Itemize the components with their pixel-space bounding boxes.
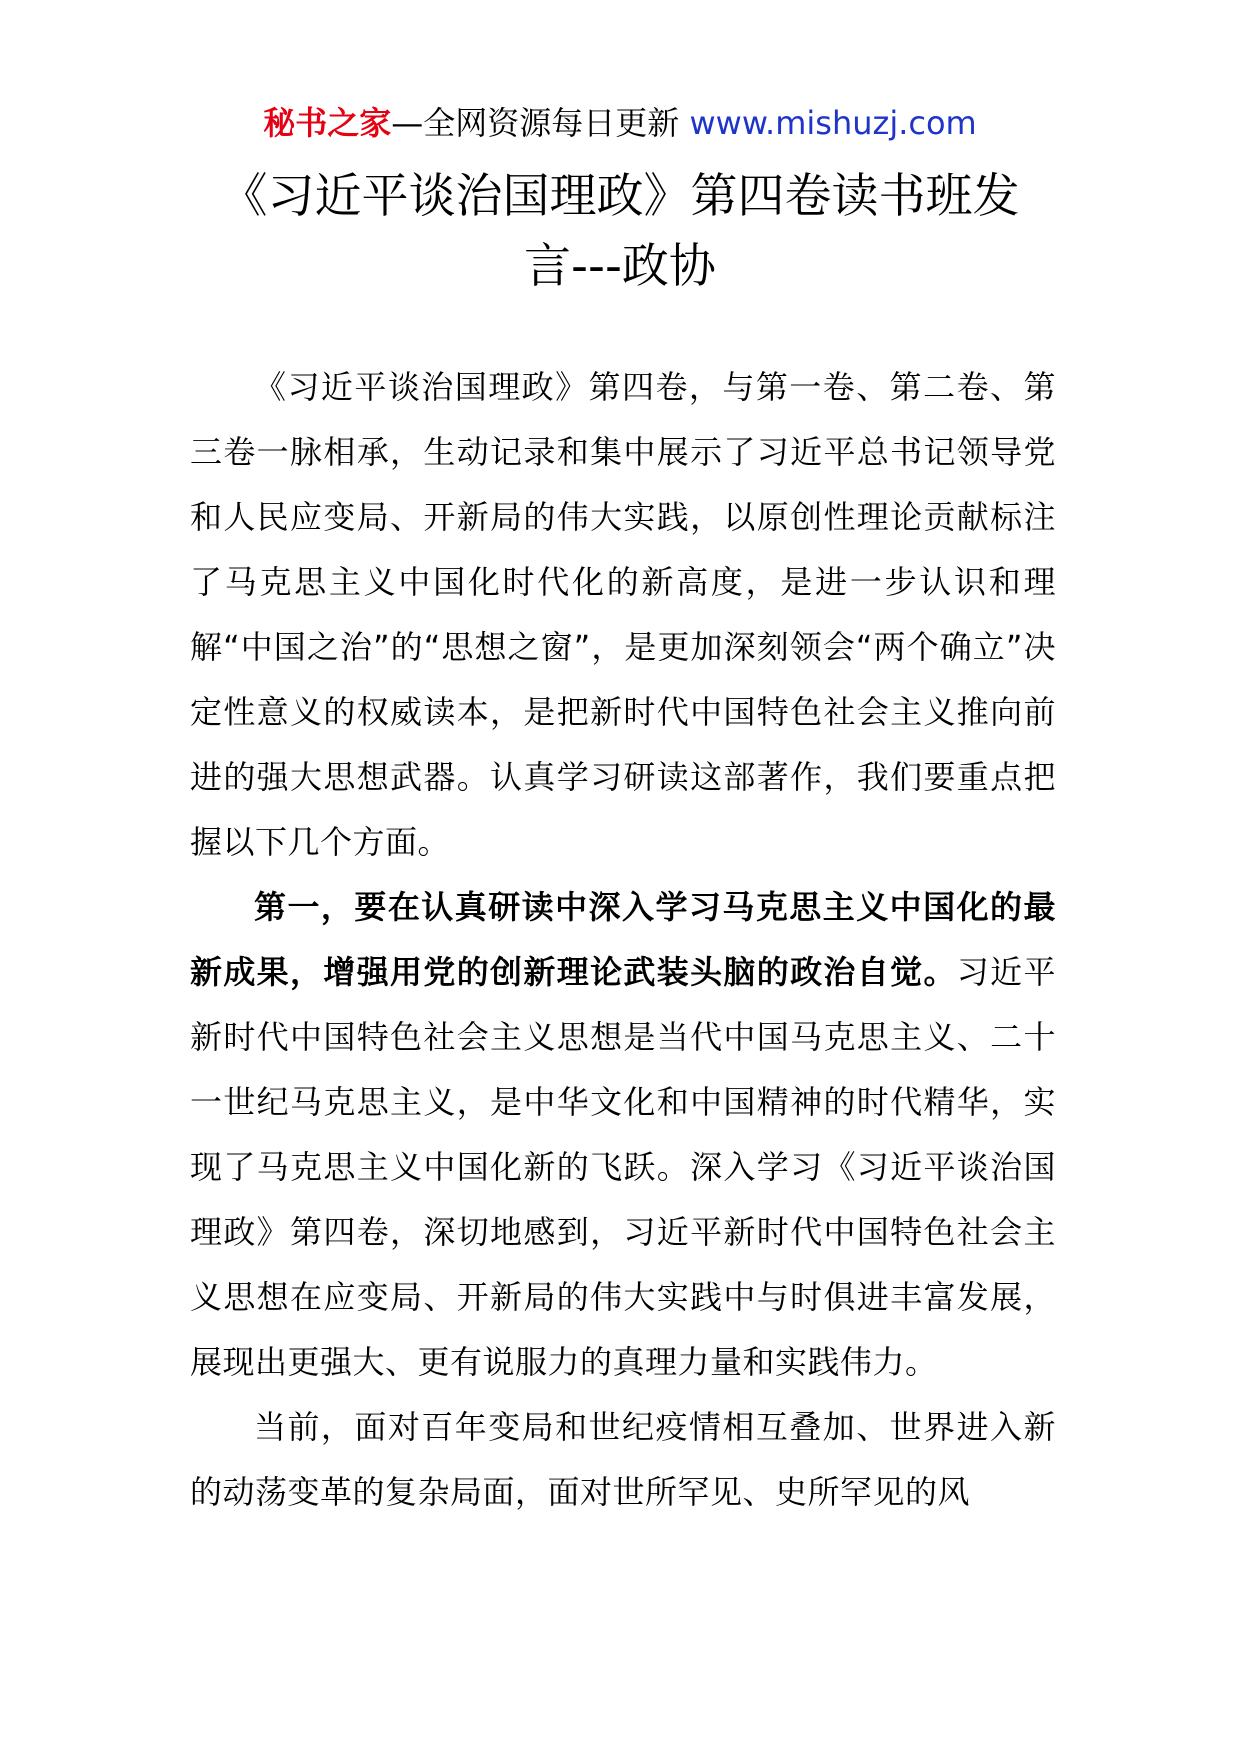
document-title [190, 162, 1050, 302]
paragraph-3 [190, 1395, 1056, 1525]
title-line-1: 《习近平谈治国理政》第四卷读书班发 [220, 169, 1020, 224]
paragraph-2 [190, 875, 1056, 1395]
paragraph-1 [190, 355, 1056, 875]
paragraph-lead: 第一，要在认真研读中深入学习马克思主义中国化的最新成果，增强用党的创新理论武装头脑的政治自觉。 [190, 888, 1056, 991]
title-line-2: 言---政协 [524, 239, 716, 294]
brand-name: 秘书之家 [263, 104, 392, 142]
website-link[interactable]: www.mishuzj.com [689, 104, 977, 142]
header-tagline: —全网资源每日更新 [391, 104, 690, 142]
page-header [0, 98, 1240, 148]
paragraph-text: 当前，面对百年变局和世纪疫情相互叠加、世界进入新的动荡变革的复杂局面，面对世所罕见、史所罕见的风 [190, 1408, 1056, 1511]
paragraph-text: 习近平新时代中国特色社会主义思想是当代中国马克思主义、二十一世纪马克思主义，是中华文化和中国精神的时代精华，实现了马克思主义中国化新的飞跃。深入学习《习近平谈治国理政》第四卷，深切地感到，习近平新时代中国特色社会主义思想在应变局、开新局的伟大实践中与时俱进丰富发展，展现出更强大、更有说服力的真理力量和实践伟力。 [190, 953, 1056, 1381]
document-body [190, 355, 1056, 1525]
paragraph-text: 《习近平谈治国理政》第四卷，与第一卷、第二卷、第三卷一脉相承，生动记录和集中展示了习近平总书记领导党和人民应变局、开新局的伟大实践，以原创性理论贡献标注了马克思主义中国化时代化的新高度，是进一步认识和理解“中国之治”的“思想之窗”，是更加深刻领会“两个确立”决定性意义的权威读本，是把新时代中国特色社会主义推向前进的强大思想武器。认真学习研读这部著作，我们要重点把握以下几个方面。 [190, 368, 1056, 861]
